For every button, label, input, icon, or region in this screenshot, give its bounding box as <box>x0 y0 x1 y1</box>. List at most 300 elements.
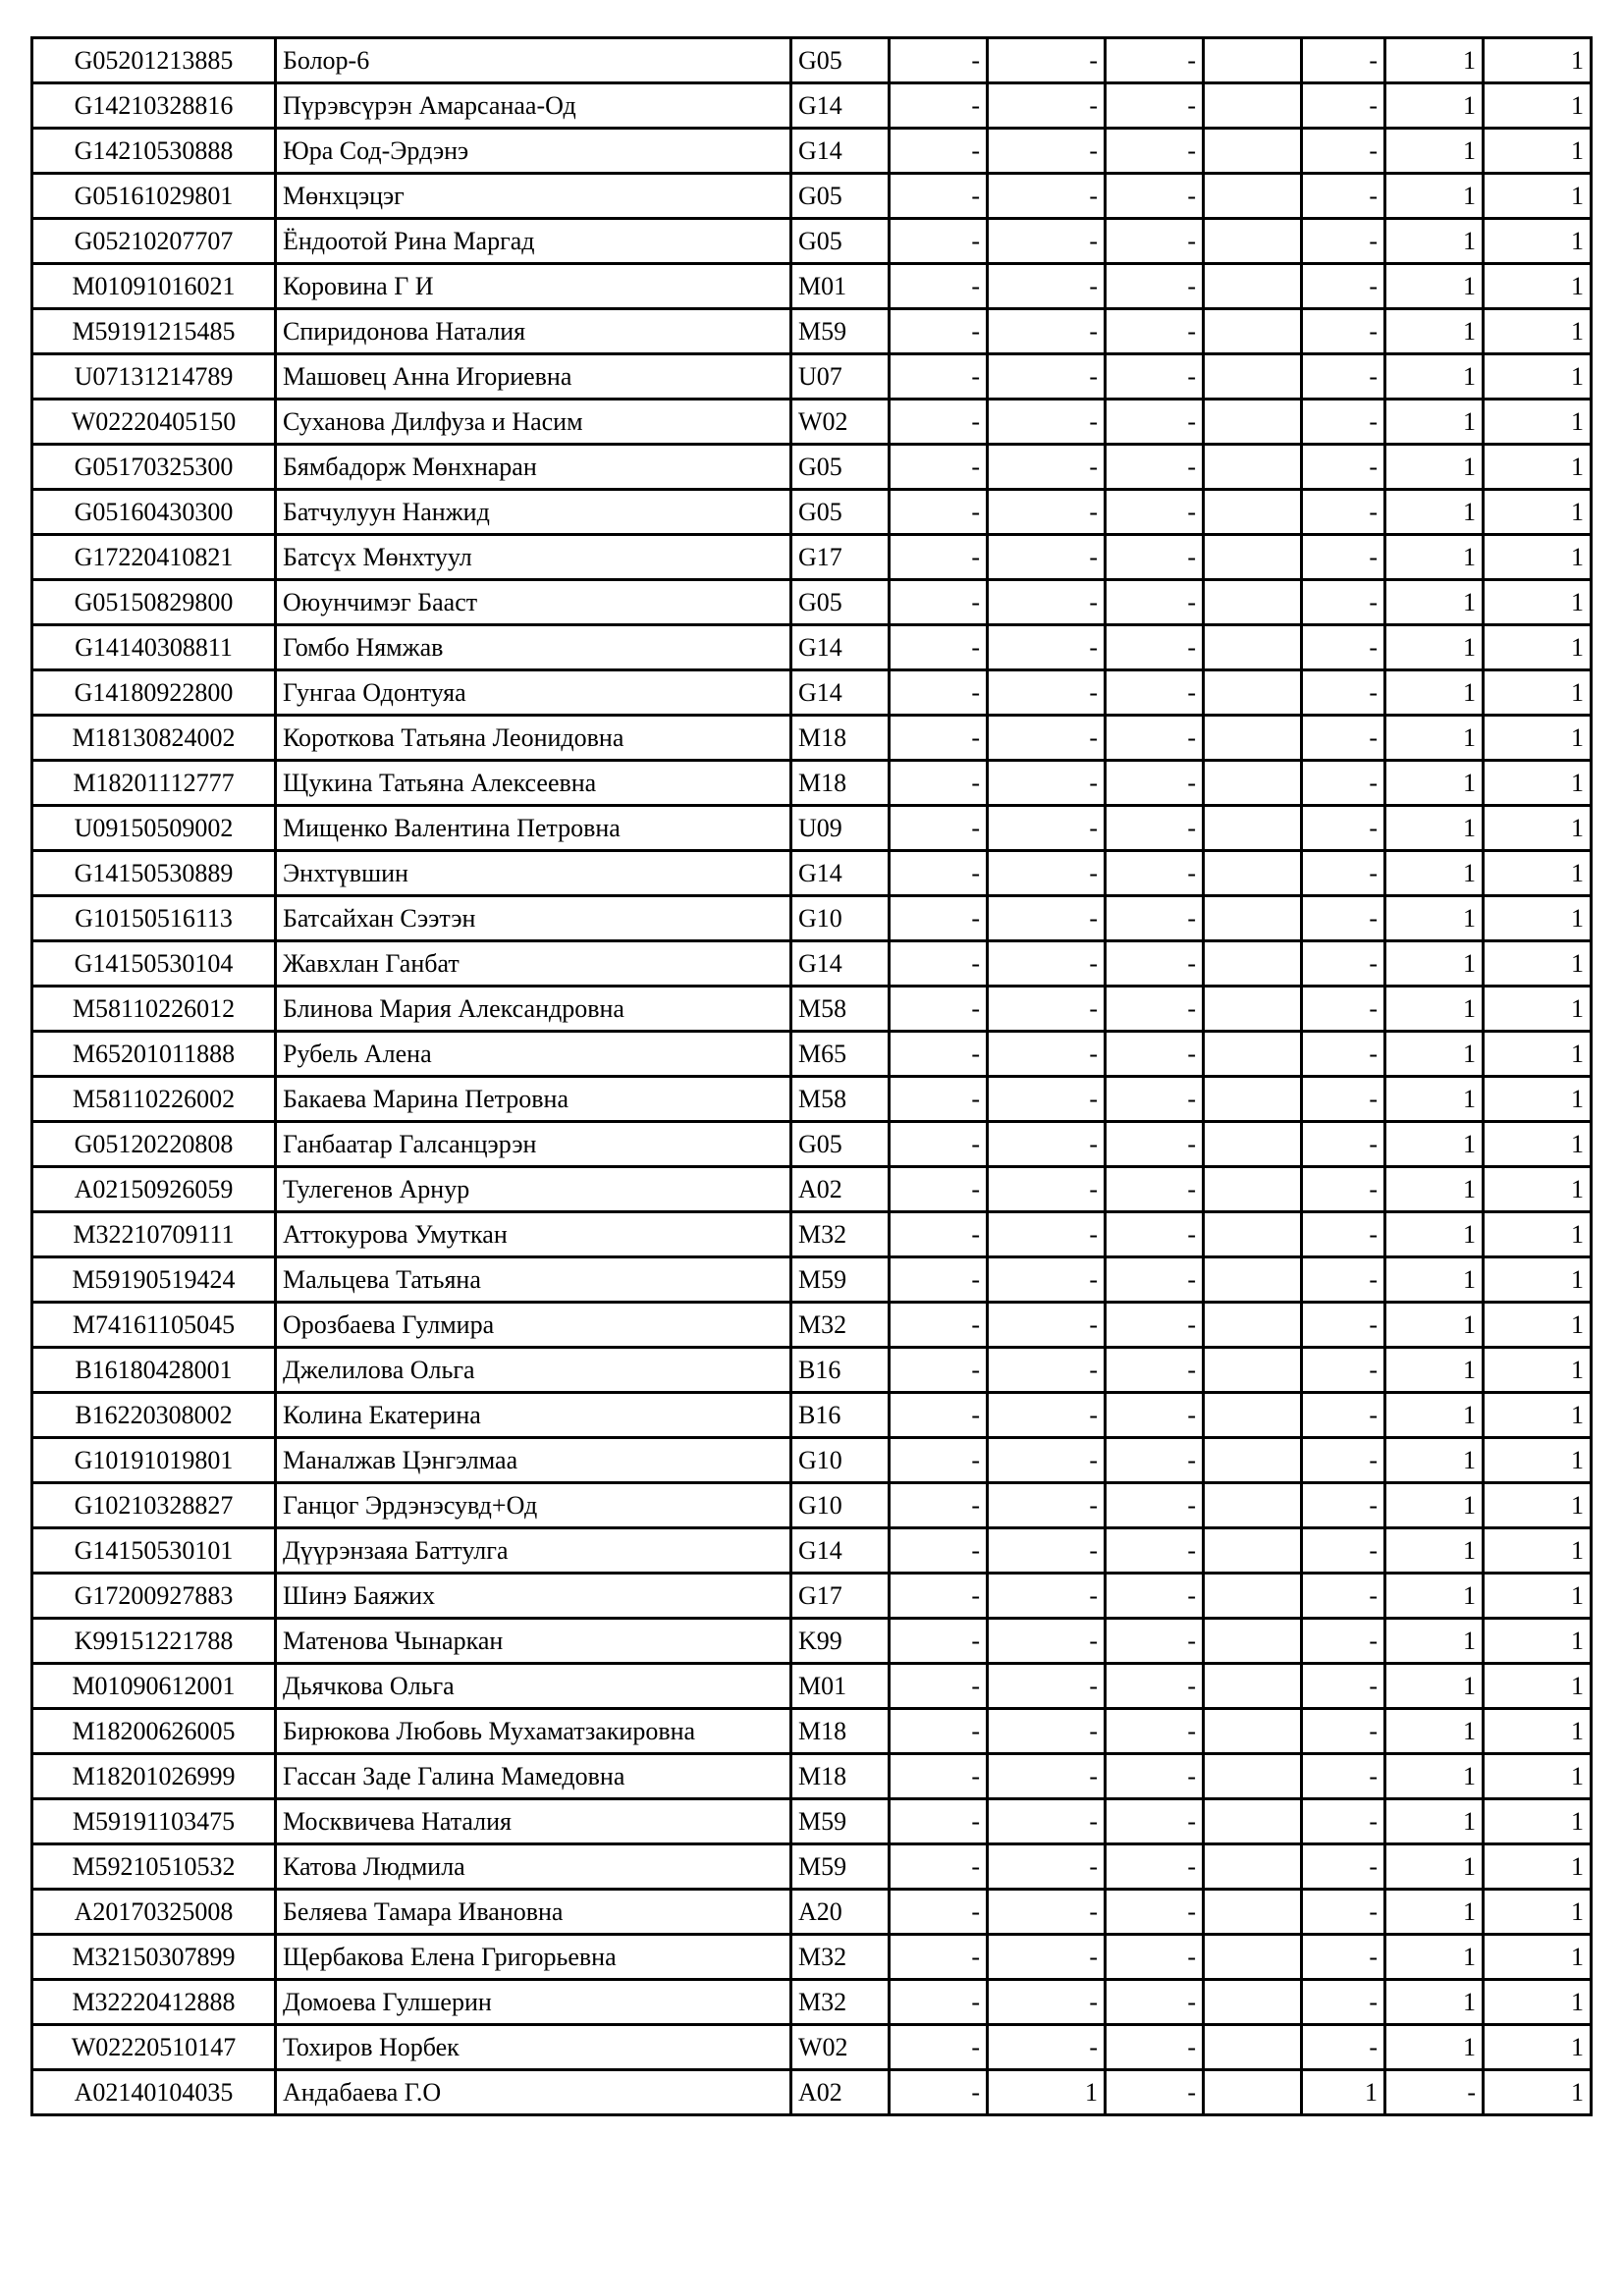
cell-col-3: - <box>1106 625 1204 670</box>
cell-code: W02 <box>791 2025 890 2070</box>
cell-col-5: - <box>1302 1167 1385 1212</box>
table-row <box>32 1935 1592 1980</box>
cell-name: Колина Екатерина <box>276 1393 791 1438</box>
cell-col-7: 1 <box>1484 83 1592 129</box>
cell-code: G17 <box>791 535 890 580</box>
cell-col-3: - <box>1106 896 1204 941</box>
cell-col-2: - <box>988 1212 1106 1257</box>
table-row <box>32 1167 1592 1212</box>
cell-col-5: - <box>1302 851 1385 896</box>
cell-col-7: 1 <box>1484 1167 1592 1212</box>
cell-col-4 <box>1204 761 1302 806</box>
cell-col-1: - <box>890 400 988 445</box>
cell-col-4 <box>1204 309 1302 354</box>
cell-col-1: - <box>890 1257 988 1303</box>
cell-name: Щербакова Елена Григорьевна <box>276 1935 791 1980</box>
cell-col-5: - <box>1302 1980 1385 2025</box>
cell-record-id: K99151221788 <box>32 1619 276 1664</box>
cell-code: U07 <box>791 354 890 400</box>
cell-col-4 <box>1204 174 1302 219</box>
cell-code: M18 <box>791 1709 890 1754</box>
cell-record-id: G10150516113 <box>32 896 276 941</box>
cell-col-7: 1 <box>1484 535 1592 580</box>
cell-record-id: G10191019801 <box>32 1438 276 1483</box>
cell-col-1: - <box>890 309 988 354</box>
cell-col-5: - <box>1302 445 1385 490</box>
cell-col-3: - <box>1106 580 1204 625</box>
cell-col-5: - <box>1302 1709 1385 1754</box>
table-row <box>32 941 1592 987</box>
cell-col-3: - <box>1106 1619 1204 1664</box>
cell-code: M32 <box>791 1980 890 2025</box>
cell-col-2: - <box>988 1483 1106 1528</box>
cell-col-7: 1 <box>1484 851 1592 896</box>
cell-col-3: - <box>1106 445 1204 490</box>
cell-col-2: - <box>988 2025 1106 2070</box>
cell-name: Юра Сод-Эрдэнэ <box>276 129 791 174</box>
cell-name: Гунгаа Одонтуяа <box>276 670 791 716</box>
table-row <box>32 1303 1592 1348</box>
cell-col-2: - <box>988 1799 1106 1844</box>
table-row <box>32 535 1592 580</box>
cell-col-2: - <box>988 625 1106 670</box>
cell-col-5: - <box>1302 1212 1385 1257</box>
cell-col-7: 1 <box>1484 716 1592 761</box>
cell-code: K99 <box>791 1619 890 1664</box>
cell-col-5: - <box>1302 264 1385 309</box>
cell-col-7: 1 <box>1484 1574 1592 1619</box>
cell-name: Дүүрэнзаяа Баттулга <box>276 1528 791 1574</box>
table-row <box>32 129 1592 174</box>
cell-name: Ёндоотой Рина Маргад <box>276 219 791 264</box>
cell-col-7: 1 <box>1484 1483 1592 1528</box>
table-row <box>32 354 1592 400</box>
cell-code: G10 <box>791 896 890 941</box>
cell-col-5: - <box>1302 309 1385 354</box>
cell-col-1: - <box>890 941 988 987</box>
cell-name: Суханова Дилфуза и Насим <box>276 400 791 445</box>
cell-name: Орозбаева Гулмира <box>276 1303 791 1348</box>
table-row <box>32 1528 1592 1574</box>
cell-record-id: G14180922800 <box>32 670 276 716</box>
cell-col-1: - <box>890 1619 988 1664</box>
cell-col-2: - <box>988 580 1106 625</box>
cell-col-6: 1 <box>1385 580 1484 625</box>
cell-col-2: - <box>988 535 1106 580</box>
cell-col-6: 1 <box>1385 535 1484 580</box>
cell-code: G05 <box>791 490 890 535</box>
cell-record-id: M59191215485 <box>32 309 276 354</box>
table-row <box>32 670 1592 716</box>
cell-col-7: 1 <box>1484 1935 1592 1980</box>
cell-code: M32 <box>791 1303 890 1348</box>
cell-col-6: 1 <box>1385 1483 1484 1528</box>
cell-col-1: - <box>890 1122 988 1167</box>
cell-col-6: 1 <box>1385 670 1484 716</box>
cell-col-2: 1 <box>988 2070 1106 2115</box>
cell-col-3: - <box>1106 1257 1204 1303</box>
cell-name: Мальцева Татьяна <box>276 1257 791 1303</box>
table-row <box>32 761 1592 806</box>
cell-name: Андабаева Г.О <box>276 2070 791 2115</box>
table-row <box>32 38 1592 83</box>
cell-col-5: - <box>1302 1257 1385 1303</box>
cell-name: Дьячкова Ольга <box>276 1664 791 1709</box>
cell-record-id: W02220510147 <box>32 2025 276 2070</box>
cell-col-6: 1 <box>1385 1890 1484 1935</box>
cell-col-1: - <box>890 1844 988 1890</box>
cell-record-id: G14150530889 <box>32 851 276 896</box>
cell-code: M59 <box>791 1844 890 1890</box>
cell-record-id: G05170325300 <box>32 445 276 490</box>
cell-col-3: - <box>1106 1122 1204 1167</box>
cell-col-5: - <box>1302 490 1385 535</box>
cell-col-3: - <box>1106 761 1204 806</box>
cell-col-1: - <box>890 2025 988 2070</box>
cell-col-3: - <box>1106 1709 1204 1754</box>
cell-code: B16 <box>791 1348 890 1393</box>
table-row <box>32 400 1592 445</box>
cell-col-7: 1 <box>1484 1348 1592 1393</box>
cell-col-6: 1 <box>1385 174 1484 219</box>
table-row <box>32 219 1592 264</box>
cell-col-6: 1 <box>1385 1709 1484 1754</box>
table-row <box>32 264 1592 309</box>
cell-col-7: 1 <box>1484 1799 1592 1844</box>
table-row <box>32 1980 1592 2025</box>
table-row <box>32 1709 1592 1754</box>
cell-col-5: - <box>1302 896 1385 941</box>
cell-name: Энхтүвшин <box>276 851 791 896</box>
table-row <box>32 716 1592 761</box>
cell-record-id: A20170325008 <box>32 1890 276 1935</box>
cell-col-5: - <box>1302 38 1385 83</box>
data-table <box>30 36 1593 2116</box>
cell-name: Батчулуун Нанжид <box>276 490 791 535</box>
cell-col-2: - <box>988 264 1106 309</box>
cell-col-6: 1 <box>1385 1077 1484 1122</box>
cell-record-id: M32210709111 <box>32 1212 276 1257</box>
cell-col-4 <box>1204 83 1302 129</box>
cell-col-4 <box>1204 625 1302 670</box>
cell-col-4 <box>1204 580 1302 625</box>
cell-col-4 <box>1204 1574 1302 1619</box>
cell-col-2: - <box>988 1303 1106 1348</box>
cell-col-7: 1 <box>1484 987 1592 1032</box>
cell-name: Оюунчимэг Бааст <box>276 580 791 625</box>
cell-col-3: - <box>1106 400 1204 445</box>
table-row <box>32 1438 1592 1483</box>
cell-code: M32 <box>791 1935 890 1980</box>
cell-col-3: - <box>1106 1890 1204 1935</box>
cell-code: G14 <box>791 851 890 896</box>
cell-col-1: - <box>890 716 988 761</box>
cell-col-3: - <box>1106 1935 1204 1980</box>
cell-code: B16 <box>791 1393 890 1438</box>
cell-col-1: - <box>890 445 988 490</box>
cell-col-6: 1 <box>1385 264 1484 309</box>
cell-col-1: - <box>890 1574 988 1619</box>
table-row <box>32 1890 1592 1935</box>
cell-code: G05 <box>791 219 890 264</box>
cell-col-3: - <box>1106 1799 1204 1844</box>
cell-record-id: G14150530101 <box>32 1528 276 1574</box>
cell-code: M32 <box>791 1212 890 1257</box>
cell-col-5: - <box>1302 1122 1385 1167</box>
cell-col-5: - <box>1302 1799 1385 1844</box>
cell-col-4 <box>1204 1799 1302 1844</box>
cell-col-6: 1 <box>1385 490 1484 535</box>
cell-col-6: 1 <box>1385 1754 1484 1799</box>
cell-col-3: - <box>1106 354 1204 400</box>
cell-col-5: - <box>1302 354 1385 400</box>
cell-col-7: 1 <box>1484 670 1592 716</box>
cell-col-1: - <box>890 896 988 941</box>
cell-name: Спиридонова Наталия <box>276 309 791 354</box>
cell-record-id: G05161029801 <box>32 174 276 219</box>
cell-record-id: M74161105045 <box>32 1303 276 1348</box>
cell-col-3: - <box>1106 1212 1204 1257</box>
cell-col-2: - <box>988 896 1106 941</box>
cell-col-3: - <box>1106 83 1204 129</box>
cell-col-3: - <box>1106 1574 1204 1619</box>
table-row <box>32 83 1592 129</box>
cell-col-6: 1 <box>1385 83 1484 129</box>
table-row <box>32 2025 1592 2070</box>
cell-col-7: 1 <box>1484 219 1592 264</box>
cell-col-3: - <box>1106 219 1204 264</box>
cell-col-1: - <box>890 174 988 219</box>
cell-col-4 <box>1204 987 1302 1032</box>
cell-name: Домоева Гулшерин <box>276 1980 791 2025</box>
cell-col-7: 1 <box>1484 129 1592 174</box>
cell-code: M18 <box>791 716 890 761</box>
cell-col-7: 1 <box>1484 1032 1592 1077</box>
cell-record-id: M58110226002 <box>32 1077 276 1122</box>
cell-col-3: - <box>1106 851 1204 896</box>
cell-col-5: - <box>1302 1483 1385 1528</box>
cell-col-6: 1 <box>1385 1980 1484 2025</box>
cell-code: M58 <box>791 987 890 1032</box>
cell-record-id: G17200927883 <box>32 1574 276 1619</box>
cell-col-7: 1 <box>1484 896 1592 941</box>
cell-col-1: - <box>890 1438 988 1483</box>
cell-col-2: - <box>988 670 1106 716</box>
cell-record-id: M18200626005 <box>32 1709 276 1754</box>
cell-col-4 <box>1204 1935 1302 1980</box>
cell-col-6: 1 <box>1385 1935 1484 1980</box>
cell-col-4 <box>1204 1257 1302 1303</box>
cell-col-4 <box>1204 264 1302 309</box>
cell-col-3: - <box>1106 38 1204 83</box>
cell-col-4 <box>1204 445 1302 490</box>
cell-col-2: - <box>988 851 1106 896</box>
cell-col-2: - <box>988 354 1106 400</box>
cell-col-4 <box>1204 219 1302 264</box>
cell-col-3: - <box>1106 1438 1204 1483</box>
cell-col-6: - <box>1385 2070 1484 2115</box>
table-row <box>32 1257 1592 1303</box>
cell-code: G10 <box>791 1438 890 1483</box>
cell-col-5: - <box>1302 1935 1385 1980</box>
cell-name: Гассан Заде Галина Мамедовна <box>276 1754 791 1799</box>
table-row <box>32 1122 1592 1167</box>
cell-col-1: - <box>890 535 988 580</box>
cell-col-4 <box>1204 490 1302 535</box>
table-row <box>32 309 1592 354</box>
cell-col-6: 1 <box>1385 851 1484 896</box>
cell-code: G05 <box>791 1122 890 1167</box>
cell-col-6: 1 <box>1385 1799 1484 1844</box>
cell-col-7: 1 <box>1484 354 1592 400</box>
cell-col-2: - <box>988 1935 1106 1980</box>
table-row <box>32 1844 1592 1890</box>
cell-col-2: - <box>988 400 1106 445</box>
cell-col-3: - <box>1106 1980 1204 2025</box>
cell-col-7: 1 <box>1484 2025 1592 2070</box>
cell-col-3: - <box>1106 1077 1204 1122</box>
cell-col-2: - <box>988 1077 1106 1122</box>
cell-col-5: - <box>1302 2025 1385 2070</box>
cell-col-1: - <box>890 1799 988 1844</box>
cell-col-1: - <box>890 1032 988 1077</box>
cell-record-id: G17220410821 <box>32 535 276 580</box>
cell-record-id: M59210510532 <box>32 1844 276 1890</box>
cell-col-1: - <box>890 761 988 806</box>
cell-col-4 <box>1204 1077 1302 1122</box>
cell-record-id: A02150926059 <box>32 1167 276 1212</box>
cell-col-5: - <box>1302 1032 1385 1077</box>
cell-col-5: - <box>1302 580 1385 625</box>
cell-col-6: 1 <box>1385 1167 1484 1212</box>
cell-name: Беляева Тамара Ивановна <box>276 1890 791 1935</box>
cell-col-5: - <box>1302 625 1385 670</box>
cell-name: Щукина Татьяна Алексеевна <box>276 761 791 806</box>
cell-code: G14 <box>791 625 890 670</box>
cell-col-6: 1 <box>1385 1122 1484 1167</box>
cell-col-6: 1 <box>1385 1844 1484 1890</box>
cell-name: Машовец Анна Игориевна <box>276 354 791 400</box>
cell-col-7: 1 <box>1484 1257 1592 1303</box>
cell-col-1: - <box>890 1980 988 2025</box>
cell-col-7: 1 <box>1484 941 1592 987</box>
table-row <box>32 1393 1592 1438</box>
cell-col-4 <box>1204 851 1302 896</box>
cell-col-4 <box>1204 1709 1302 1754</box>
cell-col-3: - <box>1106 2025 1204 2070</box>
cell-col-4 <box>1204 1393 1302 1438</box>
cell-col-6: 1 <box>1385 987 1484 1032</box>
cell-col-1: - <box>890 670 988 716</box>
cell-code: G05 <box>791 580 890 625</box>
cell-col-4 <box>1204 1844 1302 1890</box>
cell-col-7: 1 <box>1484 1438 1592 1483</box>
cell-col-6: 1 <box>1385 129 1484 174</box>
cell-col-3: - <box>1106 670 1204 716</box>
cell-name: Батсүх Мөнхтуул <box>276 535 791 580</box>
cell-col-5: - <box>1302 941 1385 987</box>
cell-col-1: - <box>890 38 988 83</box>
cell-record-id: B16220308002 <box>32 1393 276 1438</box>
cell-col-3: - <box>1106 1348 1204 1393</box>
cell-col-7: 1 <box>1484 761 1592 806</box>
cell-col-1: - <box>890 1528 988 1574</box>
cell-code: G10 <box>791 1483 890 1528</box>
cell-col-3: - <box>1106 1483 1204 1528</box>
cell-record-id: M59191103475 <box>32 1799 276 1844</box>
cell-record-id: G05210207707 <box>32 219 276 264</box>
cell-col-7: 1 <box>1484 1303 1592 1348</box>
cell-col-6: 1 <box>1385 1574 1484 1619</box>
cell-col-3: - <box>1106 129 1204 174</box>
cell-col-5: - <box>1302 174 1385 219</box>
cell-col-7: 1 <box>1484 309 1592 354</box>
cell-col-3: - <box>1106 1664 1204 1709</box>
cell-code: G14 <box>791 941 890 987</box>
cell-name: Бямбадорж Мөнхнаран <box>276 445 791 490</box>
cell-record-id: G14210328816 <box>32 83 276 129</box>
cell-col-6: 1 <box>1385 1032 1484 1077</box>
cell-col-3: - <box>1106 1167 1204 1212</box>
cell-code: M18 <box>791 761 890 806</box>
cell-name: Ганцог Эрдэнэсувд+Од <box>276 1483 791 1528</box>
cell-col-2: - <box>988 941 1106 987</box>
cell-name: Тохиров Норбек <box>276 2025 791 2070</box>
cell-col-5: - <box>1302 670 1385 716</box>
table-row <box>32 1077 1592 1122</box>
cell-col-6: 1 <box>1385 1528 1484 1574</box>
cell-col-6: 1 <box>1385 1664 1484 1709</box>
cell-col-3: - <box>1106 1528 1204 1574</box>
cell-col-1: - <box>890 83 988 129</box>
cell-col-2: - <box>988 1122 1106 1167</box>
cell-col-4 <box>1204 1890 1302 1935</box>
table-row <box>32 1664 1592 1709</box>
cell-record-id: G05150829800 <box>32 580 276 625</box>
cell-code: A02 <box>791 2070 890 2115</box>
cell-col-4 <box>1204 1619 1302 1664</box>
cell-col-3: - <box>1106 1393 1204 1438</box>
cell-code: G14 <box>791 129 890 174</box>
cell-col-7: 1 <box>1484 1890 1592 1935</box>
cell-col-3: - <box>1106 264 1204 309</box>
cell-col-7: 1 <box>1484 1709 1592 1754</box>
cell-code: M18 <box>791 1754 890 1799</box>
cell-code: G14 <box>791 1528 890 1574</box>
cell-col-6: 1 <box>1385 1212 1484 1257</box>
cell-name: Коровина Г И <box>276 264 791 309</box>
cell-name: Маналжав Цэнгэлмаа <box>276 1438 791 1483</box>
cell-col-7: 1 <box>1484 174 1592 219</box>
cell-name: Рубель Алена <box>276 1032 791 1077</box>
cell-col-6: 1 <box>1385 806 1484 851</box>
cell-record-id: M32220412888 <box>32 1980 276 2025</box>
table-row <box>32 1799 1592 1844</box>
table-row <box>32 1483 1592 1528</box>
cell-col-2: - <box>988 445 1106 490</box>
cell-col-2: - <box>988 987 1106 1032</box>
cell-col-7: 1 <box>1484 400 1592 445</box>
cell-col-1: - <box>890 490 988 535</box>
cell-col-1: - <box>890 1483 988 1528</box>
cell-code: U09 <box>791 806 890 851</box>
cell-name: Бакаева Марина Петровна <box>276 1077 791 1122</box>
cell-name: Шинэ Баяжих <box>276 1574 791 1619</box>
cell-col-1: - <box>890 1664 988 1709</box>
cell-col-6: 1 <box>1385 1393 1484 1438</box>
cell-name: Мөнхцэцэг <box>276 174 791 219</box>
cell-col-5: - <box>1302 1303 1385 1348</box>
